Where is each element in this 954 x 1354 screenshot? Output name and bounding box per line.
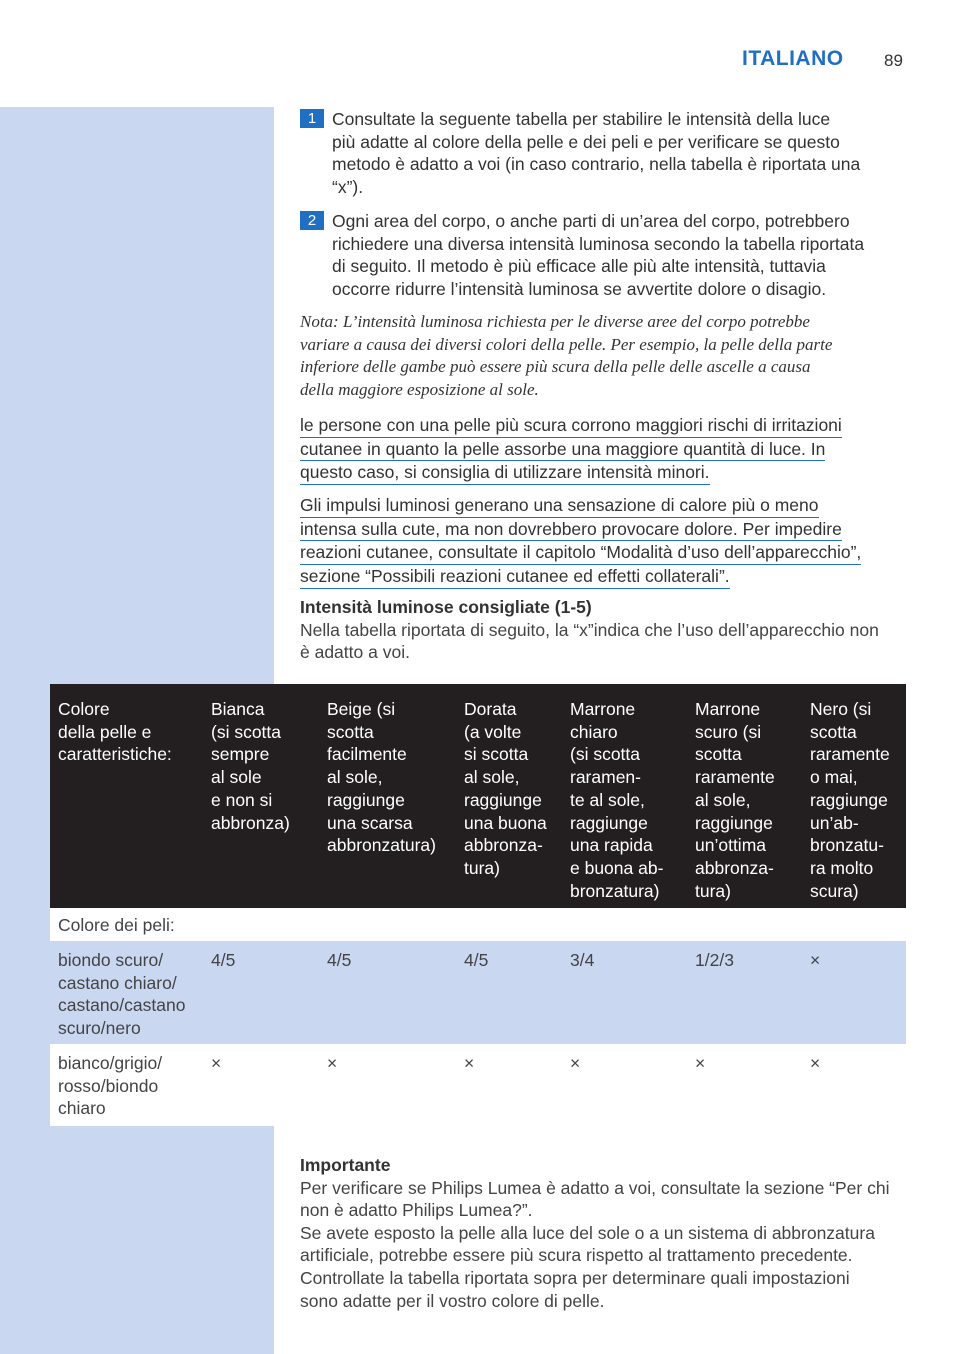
text-line: sono adatte per il vostro colore di pelle. [300, 1290, 605, 1311]
text-line: variare a causa dei diversi colori della pelle. Per esempio, la pelle della parte [300, 334, 833, 354]
header-cell-black: Nero (si scotta raramente o mai, raggiunge un’ab- bronzatu- ra molto scura) [802, 684, 906, 908]
intensity-cell: × [562, 1044, 687, 1126]
table-header-row [50, 684, 906, 908]
intensity-cell: 4/5 [456, 941, 562, 1044]
section-heading: Intensità luminose consigliate (1-5) [300, 597, 592, 617]
underlined-line: cutanee in quanto la pelle assorbe una maggiore quantità di luce. In [300, 438, 825, 462]
underlined-line: intensa sulla cute, ma non dovrebbero provocare dolore. Per impedire [300, 518, 842, 542]
header-cell-golden: Dorata (a volte si scotta al sole, raggiunge una buona abbronza- tura) [456, 684, 562, 908]
intensity-cell: 1/2/3 [687, 941, 802, 1044]
intensity-cell: × [687, 1044, 802, 1126]
hair-colour-cell: bianco/grigio/ rosso/biondo chiaro [50, 1044, 203, 1126]
language-label: ITALIANO [742, 47, 844, 70]
text-line: Consultate la seguente tabella per stabilire le intensità della luce [332, 109, 831, 129]
text-line: più adatte al colore della pelle e dei peli e per verificare se questo [332, 131, 840, 152]
text-line: inferiore delle gambe può essere più scura della pelle delle ascelle a causa [300, 357, 811, 377]
text-line: Controllate la tabella riportata sopra per determinare quali impostazioni [300, 1267, 850, 1288]
underlined-line: sezione “Possibili reazioni cutanee ed effetti collaterali”. [300, 565, 730, 589]
text-line: Se avete esposto la pelle alla luce del sole o a un sistema di abbronzatura [300, 1222, 875, 1243]
header-cell-light-brown: Marrone chiaro (si scotta raramen- te al sole, raggiunge una rapida e buona ab- bronzatura) [562, 684, 687, 908]
hair-colour-label: Colore dei peli: [50, 908, 906, 941]
hair-colour-label-row [50, 908, 906, 941]
step-text [332, 210, 907, 300]
step-number-badge: 2 [300, 211, 324, 230]
text-line: Per verificare se Philips Lumea è adatto a voi, consultate la sezione “Per chi [300, 1177, 890, 1198]
header-cell-beige: Beige (si scotta facilmente al sole, raggiunge una scarsa abbronzatura) [319, 684, 456, 908]
text-line: della maggiore esposizione al sole. [300, 380, 539, 400]
text-line: di seguito. Il metodo è più efficace alle più alte intensità, tuttavia [332, 256, 826, 277]
header-cell-white: Bianca (si scotta sempre al sole e non si abbronza) [203, 684, 319, 908]
table-row [50, 1044, 906, 1126]
text-line: Ogni area del corpo, o anche parti di un’area del corpo, potrebbero [332, 211, 850, 231]
dark-skin-warning [300, 414, 905, 485]
header-cell-skin-colour: Colore della pelle e caratteristiche: [50, 684, 203, 908]
text-line: Nota: L’intensità luminosa richiesta per le diverse aree del corpo potrebbe [300, 312, 810, 331]
text-line: richiedere una diversa intensità luminosa secondo la tabella riportata [332, 233, 865, 254]
hair-colour-cell: biondo scuro/ castano chiaro/ castano/castano scuro/nero [50, 941, 203, 1044]
text-line: artificiale, potrebbe essere più scura rispetto al trattamento precedente. [300, 1245, 853, 1266]
intensity-cell: 4/5 [319, 941, 456, 1044]
intensity-cell: × [319, 1044, 456, 1126]
page-number: 89 [884, 51, 903, 70]
intensity-cell: 4/5 [203, 941, 319, 1044]
intensity-cell: 3/4 [562, 941, 687, 1044]
step-number-badge: 1 [300, 109, 324, 128]
text-line: Nella tabella riportata di seguito, la “x”indica che l’uso dell’apparecchio non [300, 619, 879, 640]
intensity-cell: × [456, 1044, 562, 1126]
underlined-line: reazioni cutanee, consultate il capitolo “Modalità d’uso dell’apparecchio”, [300, 541, 861, 565]
header-cell-dark-brown: Marrone scuro (si scotta raramente al sole, raggiunge un’ottima abbronza- tura) [687, 684, 802, 908]
pain-warning [300, 494, 905, 589]
intensity-section [300, 596, 905, 664]
table-row [50, 941, 906, 1044]
underlined-line: le persone con una pelle più scura corrono maggiori rischi di irritazioni [300, 414, 842, 438]
section-heading: Importante [300, 1155, 391, 1175]
text-line: non è adatto Philips Lumea?”. [300, 1200, 533, 1221]
intensity-cell: × [203, 1044, 319, 1126]
underlined-line: questo caso, si consiglia di utilizzare intensità minori. [300, 461, 710, 485]
text-line: occorre ridurre l’intensità luminosa se avvertite dolore o disagio. [332, 278, 827, 299]
note-paragraph [300, 311, 900, 402]
text-line: è adatto a voi. [300, 642, 410, 663]
intensity-table [50, 684, 906, 1126]
intensity-cell: × [802, 941, 906, 1044]
step-text [332, 108, 907, 198]
intensity-cell: × [802, 1044, 906, 1126]
underlined-line: Gli impulsi luminosi generano una sensazione di calore più o meno [300, 494, 819, 518]
important-section [300, 1154, 905, 1312]
text-line: metodo è adatto a voi (in caso contrario, nella tabella è riportata una [332, 154, 861, 175]
text-line: “x”). [332, 176, 364, 197]
